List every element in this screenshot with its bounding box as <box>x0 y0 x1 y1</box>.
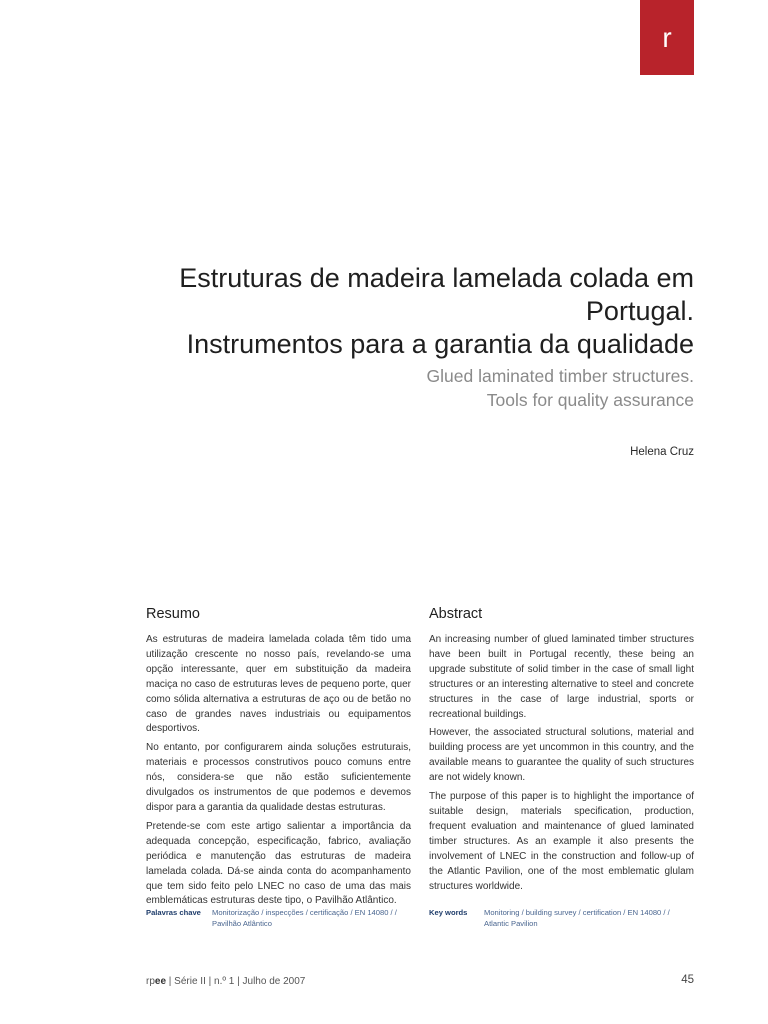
section-tab-letter: r <box>662 22 672 53</box>
subtitle-line-1: Glued laminated timber structures. <box>426 366 694 386</box>
abstract-paragraph: However, the associated structural solutions, material and building process are yet uncommon in this country, and the available means to guarantee the quality of such structures are not widely known. <box>429 727 694 784</box>
resumo-paragraph: No entanto, por configurarem ainda soluções estruturais, materiais e processos construtivos pouco comuns entre nós, considera-se que não estão suficientemente divulgados os instrumentos de que podemos e devemos dispor para a garantia da qualidade destas estruturas. <box>146 742 411 813</box>
journal-footer <box>146 976 305 987</box>
author-name: Helena Cruz <box>630 446 694 458</box>
title-line-2: Instrumentos para a garantia da qualidade <box>186 329 694 359</box>
keywords-pt-label: Palavras chave <box>146 908 201 917</box>
resumo-section <box>146 606 411 913</box>
journal-brand-bold: ee <box>154 976 167 987</box>
resumo-paragraph: Pretende-se com este artigo salientar a importância da adequada concepção, especificação, fabrico, avaliação periódica e manutenção das estruturas de madeira lamelada colada. Dá-se ainda conta do acompanhamento que tem sido feito pelo LNEC no caso de uma das mais emblemáticas estruturas deste tipo, o Pavilhão Atlântico. <box>146 820 411 907</box>
journal-issue-info: | Série II | n.º 1 | Julho de 2007 <box>166 976 306 987</box>
keywords-pt-text: Monitorização / inspecções / certificação / EN 14080 / / Pavilhão Atlântico <box>212 908 397 928</box>
abstract-section <box>429 606 694 898</box>
article-subtitle <box>174 364 694 412</box>
journal-brand-prefix: rp <box>146 976 155 987</box>
section-tab-badge <box>640 0 694 75</box>
abstract-paragraph: An increasing number of glued laminated timber structures have been built in Portugal recently, these being an upgrade substitute of solid timber in the case of small light structures or an interesting alternative to steel and concrete structures in the case of large industrial, sports or recreational buildings. <box>429 634 694 720</box>
abstract-paragraph: The purpose of this paper is to highlight the importance of suitable design, materials specification, production, frequent evaluation and maintenance of glued laminated timber structures. As an example it also presents the involvement of LNEC in the construction and follow-up of the Atlantic Pavilion, one of the most emblematic glulam structures worldwide. <box>429 791 694 892</box>
resumo-heading: Resumo <box>146 606 200 622</box>
abstract-heading: Abstract <box>429 606 483 622</box>
title-line-1: Estruturas de madeira lamelada colada em Portugal. <box>179 263 694 326</box>
keywords-en-label: Key words <box>429 908 468 917</box>
resumo-paragraph: As estruturas de madeira lamelada colada têm tido uma utilização crescente no nosso país, revelando-se uma opção interessante, quer em substituição da madeira maciça no caso de estruturas leves de pequeno porte, quer como sólida alternativa a estruturas de aço ou de betão no caso de grandes naves industriais ou equipamentos desportivos. <box>146 634 411 735</box>
page-number: 45 <box>681 974 694 986</box>
article-title <box>74 262 694 361</box>
keywords-pt <box>146 907 411 929</box>
keywords-en <box>429 907 694 929</box>
keywords-en-text: Monitoring / building survey / certification / EN 14080 / / Atlantic Pavilion <box>484 908 670 928</box>
subtitle-line-2: Tools for quality assurance <box>486 390 694 410</box>
